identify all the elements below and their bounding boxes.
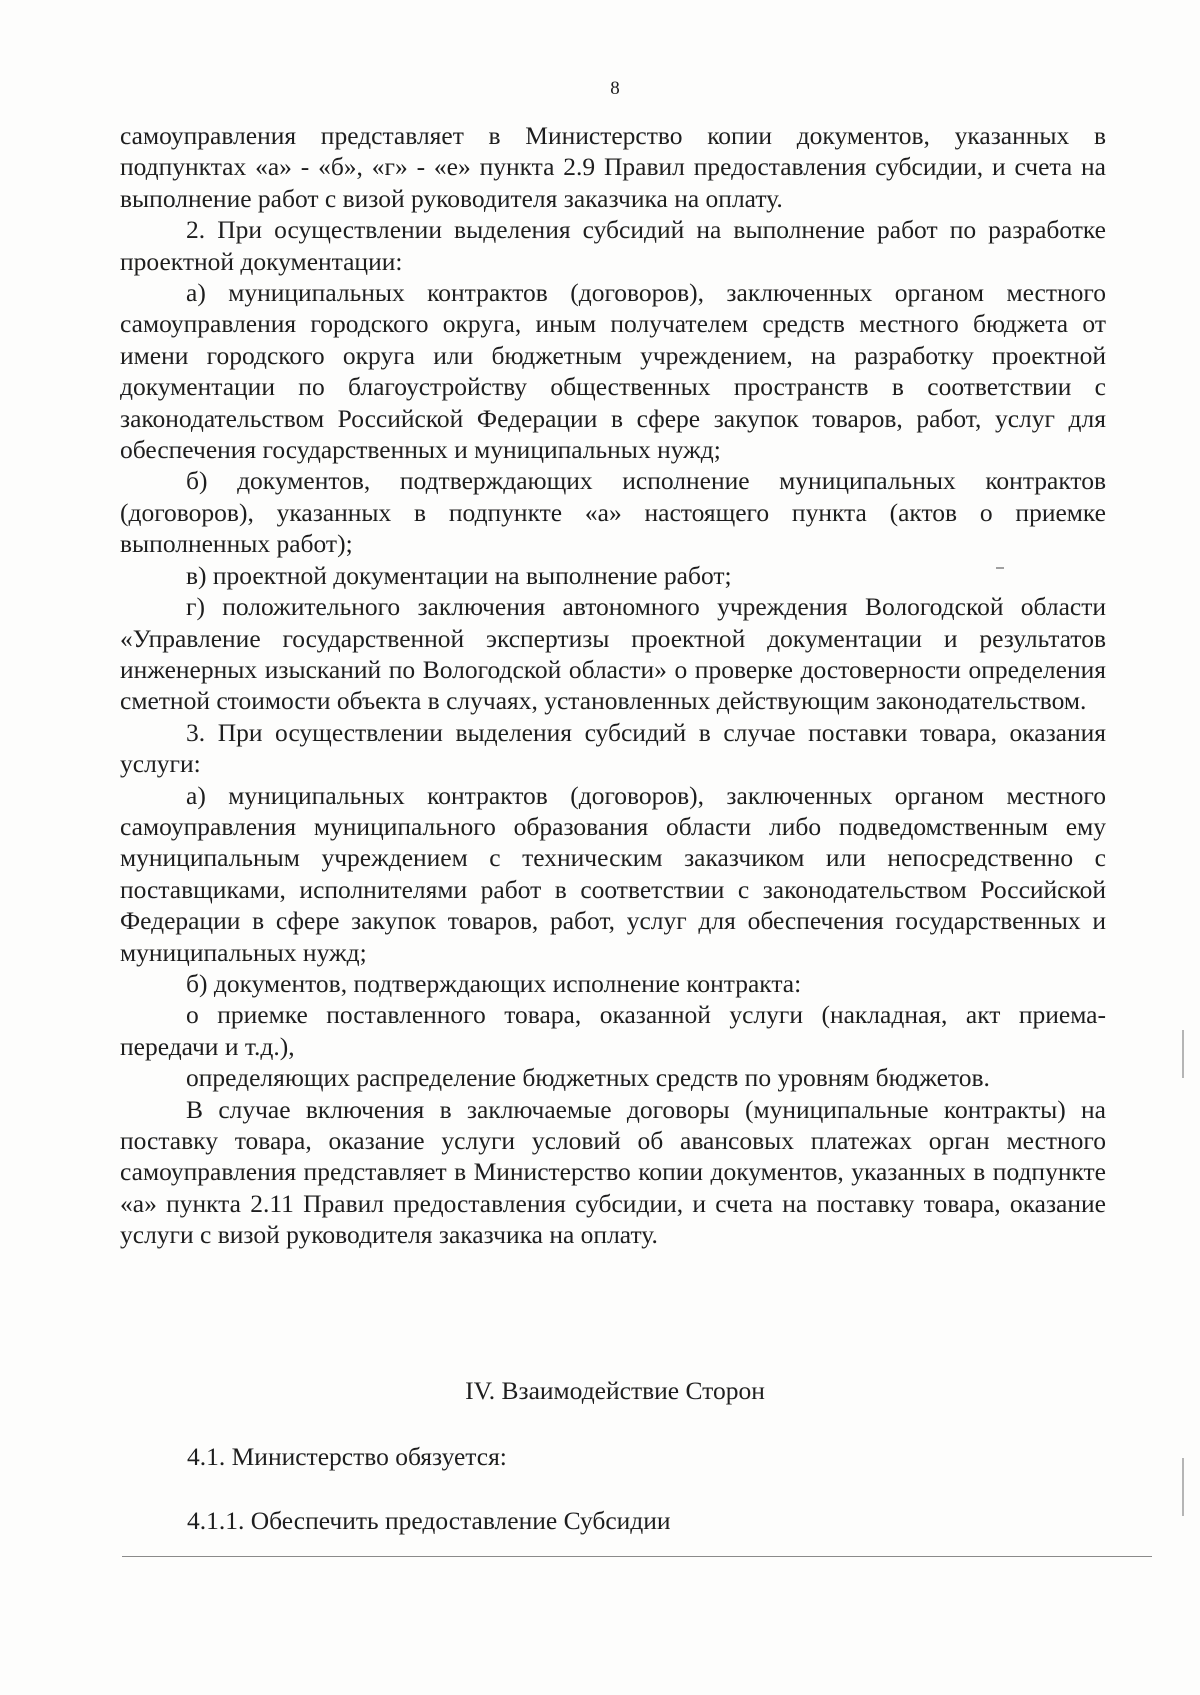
paragraph-continuation: самоуправления представляет в Министерство копии документов, указанных в подпунктах «а» - «б», «г» - «е» пункта 2.9 Правил предоставления субсидии, и счета на выполнение работ с визой руководителя заказчика на оплату. (120, 121, 1106, 213)
paragraph-item-2: 2. При осуществлении выделения субсидий на выполнение работ по разработке проектной документации: (120, 215, 1106, 276)
page-number: 8 (610, 78, 620, 99)
form-underline (122, 1556, 1152, 1557)
paragraph-item-3b: б) документов, подтверждающих исполнение контракта: (186, 968, 802, 998)
scan-artifact (1182, 1458, 1184, 1516)
document-body (120, 120, 1106, 1251)
clause-4-1: 4.1. Министерство обязуется: (187, 1442, 507, 1471)
paragraph-item-2b: б) документов, подтверждающих исполнение муниципальных контрактов (договоров), указанных в подпункте «а» настоящего пункта (актов о приемке выполненных работ); (120, 466, 1106, 559)
scan-artifact (996, 567, 1004, 569)
paragraph-item-2a: а) муниципальных контрактов (договоров), заключенных органом местного самоуправления городского округа, иным получателем средств местного бюджета от имени городского округа или бюджетным учреждением, на разработку проектной документации по благоустройству общественных пространств в соответствии с законодательством Российской Федерации в сфере закупок товаров, работ, услуг для обеспечения государственных и муниципальных нужд; (120, 278, 1106, 465)
paragraph-advance-payments: В случае включения в заключаемые договоры (муниципальные контракты) на поставку товара, оказание услуги условий об авансовых платежах орган местного самоуправления представляет в Министерство копии документов, указанных в подпункте «а» пункта 2.11 Правил предоставления субсидии, и счета на поставку товара, оказание услуги с визой руководителя заказчика на оплату. (120, 1094, 1106, 1250)
paragraph-item-2v: в) проектной документации на выполнение работ; (186, 560, 732, 590)
scan-artifact (1182, 1030, 1184, 1078)
section-heading: IV. Взаимодействие Сторон (465, 1376, 765, 1405)
paragraph-item-3a: а) муниципальных контрактов (договоров), заключенных органом местного самоуправления муниципального образования области либо подведомственным ему муниципальным учреждением с техническим заказчиком или непосредственно с поставщиками, исполнителями работ в соответствии с законодательством Российской Федерации в сфере закупок товаров, работ, услуг для обеспечения государственных и муниципальных нужд; (120, 780, 1106, 967)
paragraph-item-3: 3. При осуществлении выделения субсидий в случае поставки товара, оказания услуги: (120, 717, 1106, 779)
paragraph-item-3b-acceptance: о приемке поставленного товара, оказанной услуги (накладная, акт приема-передачи и т.д.), (120, 1000, 1106, 1061)
paragraph-item-3b-distribution: определяющих распределение бюджетных средств по уровням бюджетов. (186, 1063, 990, 1093)
paragraph-item-2g: г) положительного заключения автономного учреждения Вологодской области «Управление государственной экспертизы проектной документации и результатов инженерных изысканий по Вологодской области» о проверке достоверности определения сметной стоимости объекта в случаях, установленных действующим законодательством. (120, 592, 1106, 716)
clause-4-1-1: 4.1.1. Обеспечить предоставление Субсидии (187, 1506, 671, 1535)
